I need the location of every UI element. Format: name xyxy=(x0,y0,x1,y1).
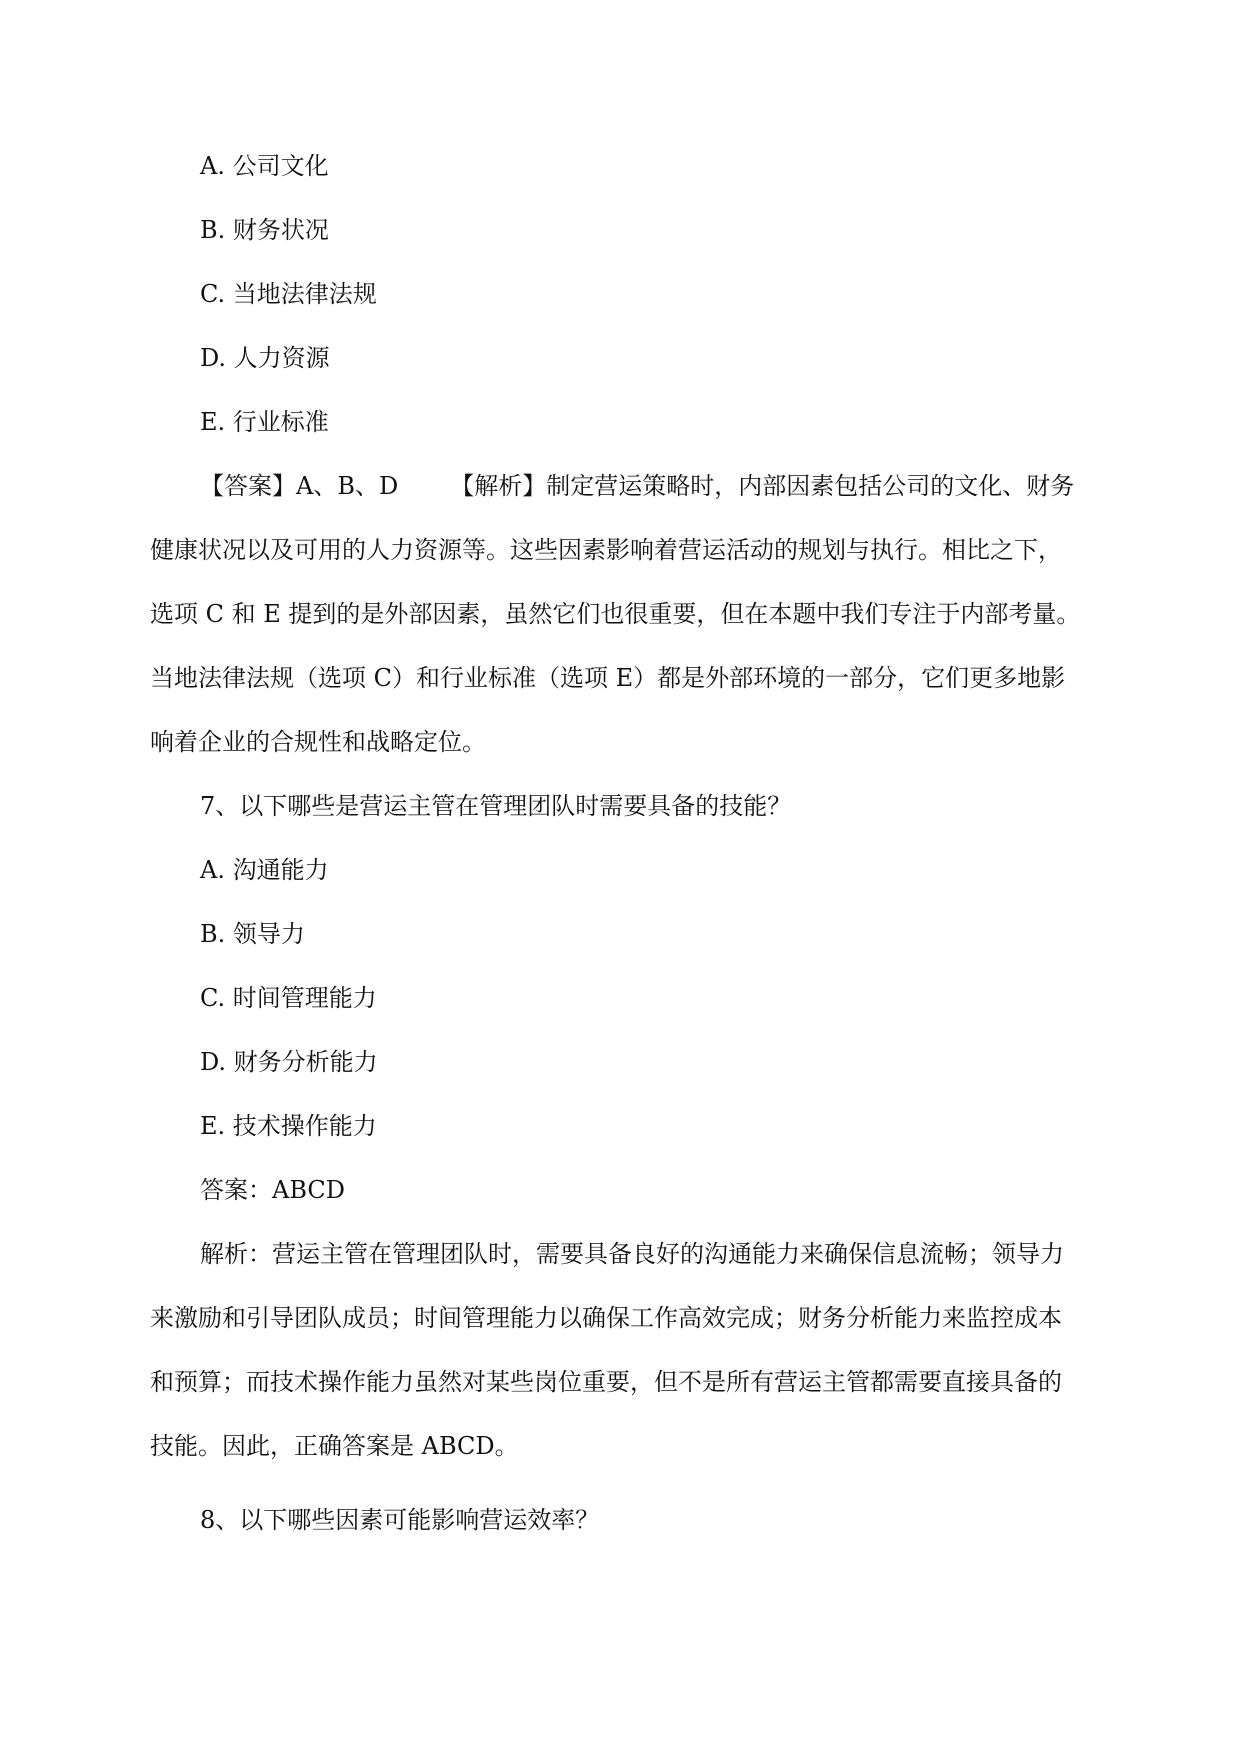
q7-option-b: B. 领导力 xyxy=(200,920,305,948)
q6-option-c: C. 当地法律法规 xyxy=(200,280,377,308)
q7-option-d: D. 财务分析能力 xyxy=(200,1048,378,1076)
q7-analysis-line-3: 和预算；而技术操作能力虽然对某些岗位重要，但不是所有营运主管都需要直接具备的 xyxy=(150,1368,1062,1396)
q7-option-e: E. 技术操作能力 xyxy=(200,1112,377,1140)
q7-analysis-line-2: 来激励和引导团队成员；时间管理能力以确保工作高效完成；财务分析能力来监控成本 xyxy=(150,1304,1062,1332)
q6-option-a: A. 公司文化 xyxy=(200,152,329,180)
q6-answer-analysis-line-1 xyxy=(200,470,1074,502)
q6-answer: 【答案】A、B、D xyxy=(200,472,399,500)
q8-question: 8、以下哪些因素可能影响营运效率？ xyxy=(200,1506,600,1534)
q6-analysis-start: 【解析】制定营运策略时，内部因素包括公司的文化、财务 xyxy=(450,472,1075,500)
q6-analysis-line-2: 健康状况以及可用的人力资源等。这些因素影响着营运活动的规划与执行。相比之下， xyxy=(150,536,1062,564)
q6-option-d: D. 人力资源 xyxy=(200,344,330,372)
q7-analysis-line-1: 解析：营运主管在管理团队时，需要具备良好的沟通能力来确保信息流畅；领导力 xyxy=(200,1240,1064,1268)
q6-option-e: E. 行业标准 xyxy=(200,408,329,436)
q6-analysis-line-3: 选项 C 和 E 提到的是外部因素，虽然它们也很重要，但在本题中我们专注于内部考量。 xyxy=(150,600,1081,628)
q7-answer: 答案：ABCD xyxy=(200,1176,346,1204)
q7-option-c: C. 时间管理能力 xyxy=(200,984,377,1012)
q6-analysis-line-4: 当地法律法规（选项 C）和行业标准（选项 E）都是外部环境的一部分，它们更多地影 xyxy=(150,664,1066,692)
q7-question: 7、以下哪些是营运主管在管理团队时需要具备的技能？ xyxy=(200,792,792,820)
q6-option-b: B. 财务状况 xyxy=(200,216,329,244)
q6-analysis-line-5: 响着企业的合规性和战略定位。 xyxy=(150,728,486,756)
q7-option-a: A. 沟通能力 xyxy=(200,856,329,884)
q7-analysis-line-4: 技能。因此，正确答案是 ABCD。 xyxy=(150,1432,519,1460)
